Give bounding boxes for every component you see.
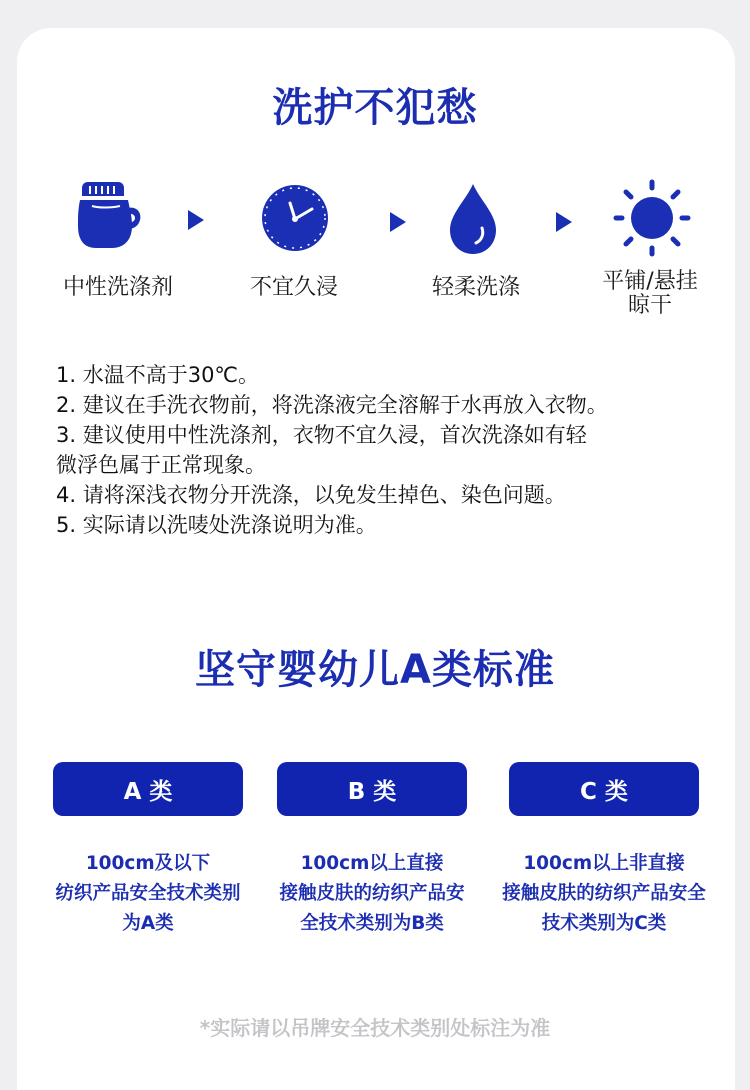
description-line: 纺织产品安全技术类别 — [55, 883, 241, 904]
note-line: 4. 请将深浅衣物分开洗涤，以免发生掉色、染色问题。 — [56, 483, 566, 507]
description-line: 为A类 — [122, 913, 174, 934]
step-label-no-soak: 不宜久浸 — [249, 275, 338, 300]
step-label-dry — [570, 270, 730, 318]
description-line: 100cm及以下 — [85, 853, 211, 874]
class-a-badge: A 类 — [53, 762, 243, 816]
step-label-detergent: 中性洗涤剂 — [62, 275, 173, 300]
arrow-right-icon — [390, 212, 406, 232]
class-b-description — [260, 849, 484, 939]
description-line: 100cm以上非直接 — [523, 853, 685, 874]
class-a-description — [36, 849, 260, 939]
note-line: 1. 水温不高于30℃。 — [56, 363, 260, 387]
class-c-description — [492, 849, 716, 939]
description-line: 100cm以上直接 — [300, 853, 444, 874]
footnote: *实际请以吊牌安全技术类别处标注为准 — [199, 1016, 551, 1040]
description-line: 接触皮肤的纺织产品安全 — [502, 883, 706, 904]
standard-section-title: 坚守婴幼儿A类标准 — [195, 647, 555, 693]
note-line: 5. 实际请以洗唛处洗涤说明为准。 — [56, 513, 377, 537]
description-line: 接触皮肤的纺织产品安 — [279, 883, 465, 904]
note-line: 微浮色属于正常现象。 — [56, 453, 266, 477]
care-notes — [56, 360, 716, 540]
step-label-dry-line2: 晾干 — [627, 293, 672, 318]
class-b-badge: B 类 — [277, 762, 467, 816]
arrow-right-icon — [188, 210, 204, 230]
class-c-badge: C 类 — [509, 762, 699, 816]
clock-icon — [260, 183, 330, 253]
sun-icon — [612, 178, 692, 258]
note-line: 2. 建议在手洗衣物前，将洗涤液完全溶解于水再放入衣物。 — [56, 393, 608, 417]
step-label-gentle-wash: 轻柔洗涤 — [431, 275, 520, 300]
water-drop-icon — [446, 182, 500, 256]
step-label-dry-line1: 平铺/悬挂 — [602, 269, 698, 294]
note-line: 3. 建议使用中性洗涤剂，衣物不宜久浸，首次洗涤如有轻 — [56, 423, 587, 447]
description-line: 技术类别为C类 — [541, 913, 667, 934]
description-line: 全技术类别为B类 — [300, 913, 444, 934]
mug-icon — [70, 180, 142, 250]
arrow-right-icon — [556, 212, 572, 232]
care-section-title: 洗护不犯愁 — [272, 85, 478, 131]
